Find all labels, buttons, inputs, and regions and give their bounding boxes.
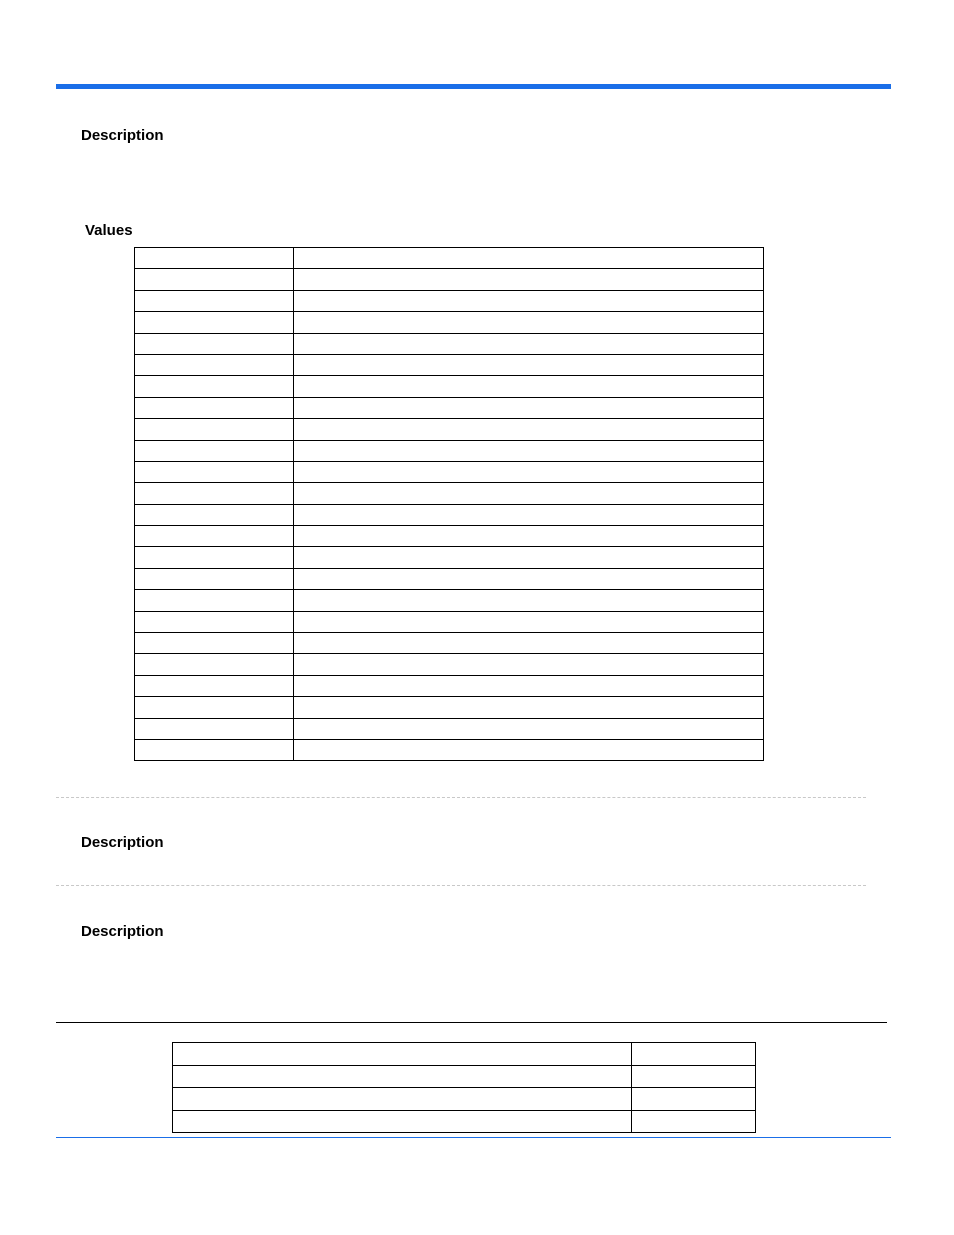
table-cell — [294, 675, 764, 696]
table-cell — [632, 1065, 756, 1088]
table-cell — [135, 547, 294, 568]
header-accent-bar — [56, 84, 891, 89]
table-row — [135, 483, 764, 504]
table-cell — [135, 611, 294, 632]
table-cell — [135, 633, 294, 654]
table-cell — [135, 739, 294, 760]
table-row — [135, 675, 764, 696]
table-cell — [294, 654, 764, 675]
table-cell — [135, 290, 294, 311]
description-heading-2: Description — [81, 834, 164, 851]
table-row — [135, 333, 764, 354]
table-cell — [135, 419, 294, 440]
table-row — [135, 590, 764, 611]
table-cell — [294, 461, 764, 482]
table-cell — [135, 697, 294, 718]
table-row — [135, 376, 764, 397]
table-cell — [632, 1043, 756, 1066]
footer-table — [172, 1042, 756, 1133]
table-row — [135, 504, 764, 525]
table-row — [135, 290, 764, 311]
table-cell — [294, 397, 764, 418]
table-cell — [135, 483, 294, 504]
table-cell — [135, 269, 294, 290]
table-cell — [294, 333, 764, 354]
table-cell — [632, 1110, 756, 1133]
table-cell — [135, 248, 294, 269]
table-cell — [135, 675, 294, 696]
table-row — [135, 697, 764, 718]
table-cell — [135, 654, 294, 675]
description-heading-1: Description — [81, 127, 164, 144]
table-row — [135, 269, 764, 290]
table-row — [135, 718, 764, 739]
table-cell — [294, 697, 764, 718]
table-row — [135, 461, 764, 482]
table-cell — [135, 504, 294, 525]
table-cell — [294, 290, 764, 311]
table-cell — [135, 376, 294, 397]
table-cell — [294, 269, 764, 290]
table-row — [173, 1110, 756, 1133]
table-cell — [173, 1043, 632, 1066]
table-row — [173, 1065, 756, 1088]
table-cell — [294, 504, 764, 525]
values-table — [134, 247, 764, 761]
section-divider-2 — [56, 885, 866, 886]
table-cell — [294, 419, 764, 440]
table-cell — [294, 354, 764, 375]
table-row — [135, 419, 764, 440]
table-cell — [173, 1065, 632, 1088]
table-cell — [294, 248, 764, 269]
values-heading: Values — [85, 222, 133, 239]
section-divider-1 — [56, 797, 866, 798]
table-cell — [135, 590, 294, 611]
table-cell — [135, 312, 294, 333]
table-cell — [135, 526, 294, 547]
table-row — [135, 568, 764, 589]
table-cell — [294, 633, 764, 654]
table-cell — [135, 397, 294, 418]
table-row — [135, 354, 764, 375]
table-row — [135, 397, 764, 418]
footer-accent-line — [56, 1137, 891, 1138]
table-cell — [294, 440, 764, 461]
footer-rule — [56, 1022, 887, 1023]
table-row — [135, 248, 764, 269]
table-cell — [294, 526, 764, 547]
table-row — [135, 633, 764, 654]
table-cell — [135, 568, 294, 589]
table-cell — [135, 718, 294, 739]
table-row — [135, 654, 764, 675]
table-row — [135, 739, 764, 760]
table-cell — [294, 568, 764, 589]
table-cell — [173, 1110, 632, 1133]
table-cell — [294, 547, 764, 568]
table-cell — [294, 739, 764, 760]
table-cell — [135, 440, 294, 461]
table-cell — [294, 376, 764, 397]
table-cell — [294, 483, 764, 504]
table-cell — [135, 354, 294, 375]
table-cell — [173, 1088, 632, 1111]
table-cell — [135, 333, 294, 354]
table-row — [173, 1043, 756, 1066]
table-cell — [294, 590, 764, 611]
table-cell — [294, 312, 764, 333]
table-row — [135, 312, 764, 333]
table-cell — [294, 611, 764, 632]
table-row — [135, 440, 764, 461]
table-row — [135, 611, 764, 632]
table-cell — [294, 718, 764, 739]
table-cell — [632, 1088, 756, 1111]
table-row — [173, 1088, 756, 1111]
table-row — [135, 526, 764, 547]
description-heading-3: Description — [81, 923, 164, 940]
table-cell — [135, 461, 294, 482]
table-row — [135, 547, 764, 568]
